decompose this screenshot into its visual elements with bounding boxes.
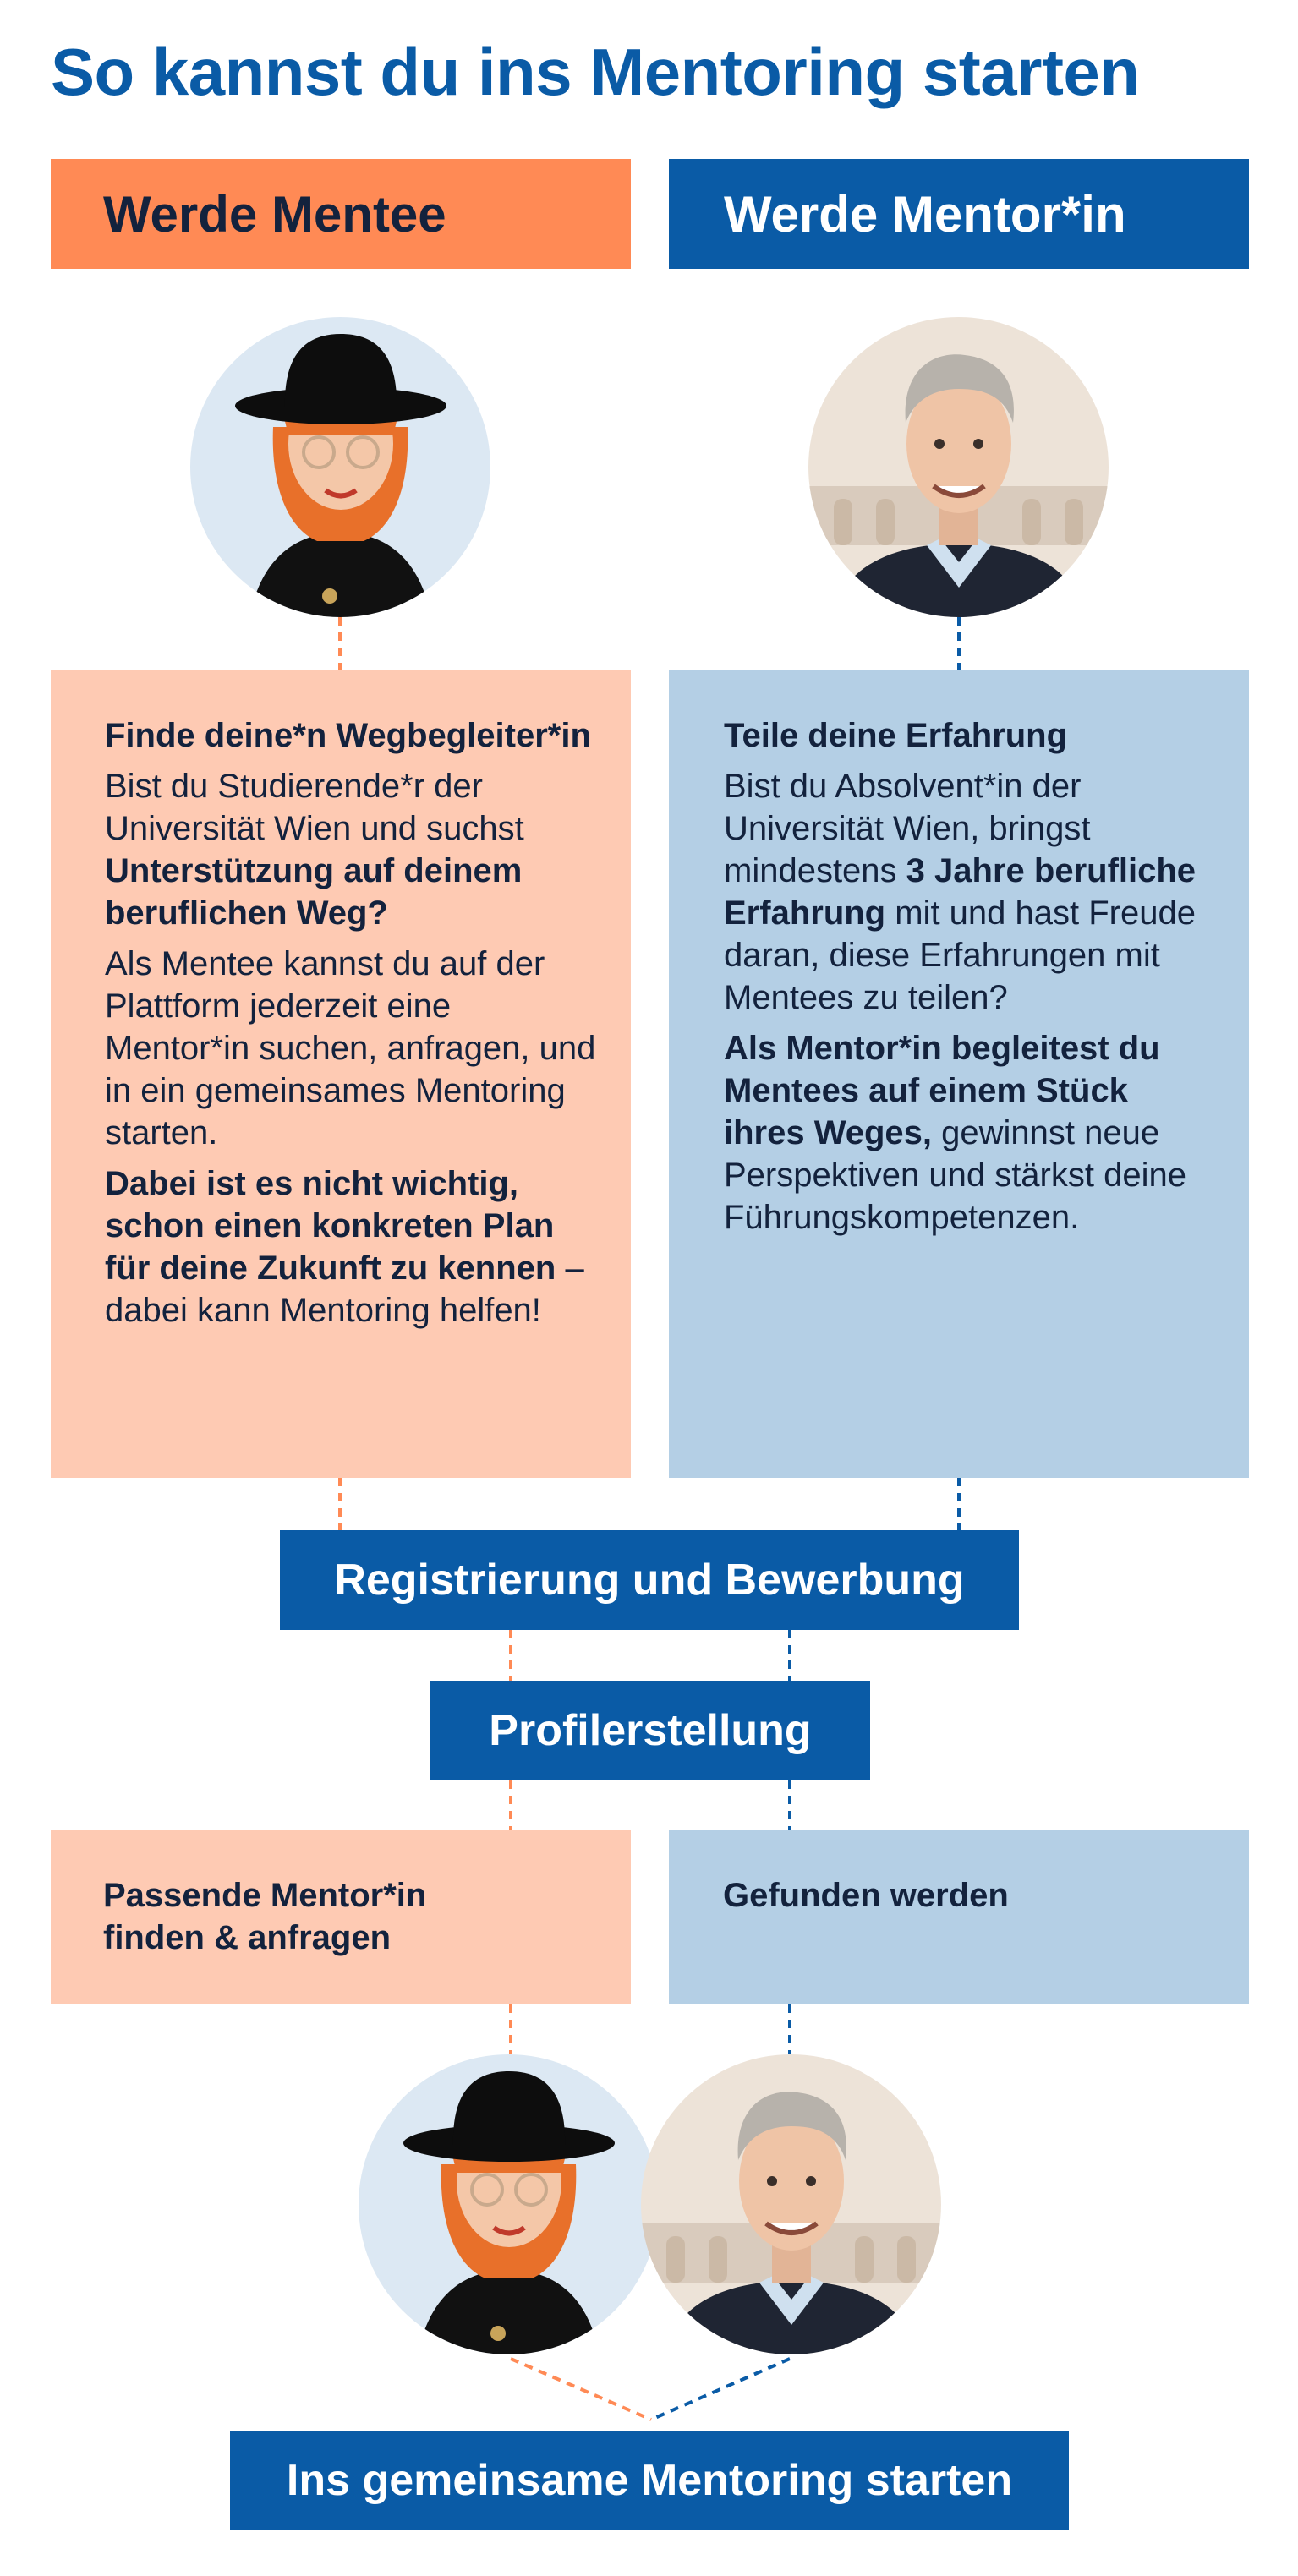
header-werde-mentor bbox=[669, 159, 1249, 269]
connector-merge-left bbox=[511, 2359, 651, 2420]
header-werde-mentee bbox=[51, 159, 631, 269]
mentor-p2-text: gewinnst neue Perspektiven und stärkst deine Führungskompetenzen. bbox=[724, 1114, 1186, 1236]
mentee-p3-text: – dabei kann Mentoring helfen! bbox=[105, 1250, 584, 1329]
mentee-paragraph-3 bbox=[105, 1162, 597, 1332]
mentor-p1-bold: 3 Jahre berufliche Erfahrung bbox=[724, 852, 1197, 932]
mentor-portrait bbox=[808, 317, 1109, 617]
header-mentee-label: Werde Mentee bbox=[103, 185, 446, 243]
mentor-paragraph-2 bbox=[724, 1027, 1215, 1239]
mentor-portrait-bottom bbox=[641, 2054, 941, 2354]
header-mentor-label: Werde Mentor*in bbox=[724, 185, 1126, 243]
step-registration-label: Registrierung und Bewerbung bbox=[334, 1556, 965, 1605]
mentor-p1-text: Bist du Absolvent*in der Universität Wien, bringst mindestens bbox=[724, 768, 1091, 889]
step-profilerstellung bbox=[430, 1681, 870, 1780]
mentor-card-title: Teile deine Erfahrung bbox=[724, 717, 1067, 754]
mentor-paragraph-1 bbox=[724, 765, 1215, 1019]
mentee-paragraph-1 bbox=[105, 765, 597, 934]
mentor-p1-text-end: mit und hast Freude daran, diese Erfahrungen mit Mentees zu teilen? bbox=[724, 894, 1196, 1016]
mentee-p1-bold: Unterstützung auf deinem beruflichen Weg? bbox=[105, 852, 523, 932]
be-found-label: Gefunden werden bbox=[723, 1877, 1009, 1914]
mentee-paragraph-2: Als Mentee kannst du auf der Plattform jederzeit eine Mentor*in suchen, anfragen, und in ein gemeinsames Mentoring starten. bbox=[105, 945, 596, 1151]
mentee-info-card bbox=[51, 670, 631, 1478]
step-find-mentor bbox=[51, 1830, 631, 2004]
mentee-portrait bbox=[190, 317, 490, 617]
step-start-mentoring bbox=[230, 2431, 1069, 2530]
man-portrait-icon bbox=[808, 317, 1109, 617]
mentee-portrait-bottom bbox=[359, 2054, 659, 2354]
woman-portrait-icon bbox=[190, 317, 490, 617]
step-registrierung-bewerbung bbox=[280, 1530, 1019, 1630]
connector-merge-right bbox=[651, 2359, 790, 2420]
mentee-p3-bold: Dabei ist es nicht wichtig, schon einen konkreten Plan für deine Zukunft zu kennen bbox=[105, 1165, 556, 1287]
mentee-p1-text: Bist du Studierende*r der Universität Wien und suchst bbox=[105, 768, 524, 847]
mentor-info-card bbox=[669, 670, 1249, 1478]
find-mentor-label: Passende Mentor*in finden & anfragen bbox=[103, 1877, 427, 1956]
step-start-label: Ins gemeinsame Mentoring starten bbox=[286, 2456, 1013, 2505]
page-title: So kannst du ins Mentoring starten bbox=[51, 35, 1140, 109]
mentor-p2-bold: Als Mentor*in begleitest du Mentees auf einem Stück ihres Weges, bbox=[724, 1030, 1160, 1151]
woman-portrait-icon bbox=[359, 2054, 659, 2354]
man-portrait-icon bbox=[641, 2054, 941, 2354]
step-profile-label: Profilerstellung bbox=[489, 1706, 812, 1755]
mentee-card-title: Finde deine*n Wegbegleiter*in bbox=[105, 717, 591, 754]
step-be-found bbox=[669, 1830, 1249, 2004]
